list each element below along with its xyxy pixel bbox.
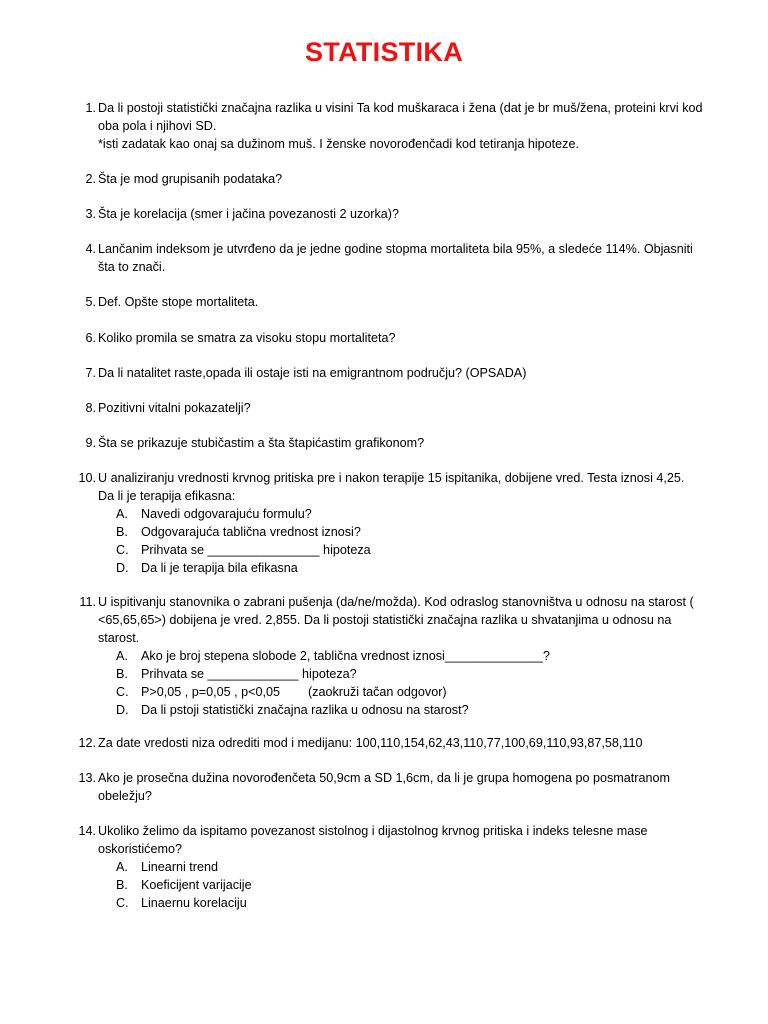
sub-item-text: Ako je broj stepena slobode 2, tablična vrednost iznosi______________? [141,649,550,663]
page-title: STATISTIKA [305,37,463,67]
question-line: U analiziranju vrednosti krvnog pritiska pre i nakon terapije 15 ispitanika, dobijene vred. Testa iznosi 4,25. [98,471,685,485]
question-line: Da li je terapija efikasna: [98,489,236,503]
sub-item-text: Prihvata se _____________ hipoteza? [141,667,357,681]
question-number: 7. [85,366,96,380]
sub-item-letter: D. [116,561,129,575]
sub-item [98,647,748,665]
sub-item-text: Linearni trend [141,860,219,874]
question-number: 10. [78,471,96,485]
sub-item-text: Da li pstoji statistički značajna razlika u odnosu na starost? [141,703,469,717]
question-line: Lančanim indeksom je utvrđeno da je jedne godine stopma mortaliteta bila 95%, a sledeće 114%. Objasniti [98,242,693,256]
question-number: 4. [85,242,96,256]
sub-item-letter: A. [116,507,128,521]
question-line: Za date vredosti niza odrediti mod i medijanu: 100,110,154,62,43,110,77,100,69,110,93,87,58,110 [98,736,643,750]
question-number: 3. [85,207,96,221]
question-text [98,734,748,752]
sub-item-text: Koeficijent varijacije [141,878,252,892]
sub-item-letter: B. [116,667,128,681]
question-line: Def. Opšte stope mortaliteta. [98,295,259,309]
sub-item-text: P>0,05 , p=0,05 , p<0,05 (zaokruži tačan odgovor) [141,685,447,699]
sub-item-letter: D. [116,703,129,717]
question-line: obeležju? [98,789,152,803]
question-line: Ukoliko želimo da ispitamo povezanost sistolnog i dijastolnog krvnog pritiska i indeks telesne mase [98,824,648,838]
sub-item [98,523,748,541]
question-number: 12. [78,736,96,750]
question-text [98,364,748,382]
sub-item [98,876,748,894]
sub-item [98,665,748,683]
question-text [98,240,748,276]
question-number: 6. [85,331,96,345]
question-text [98,434,748,452]
question-number: 14. [78,824,96,838]
question-line: Šta je korelacija (smer i jačina povezanosti 2 uzorka)? [98,207,399,221]
question-line: Koliko promila se smatra za visoku stopu mortaliteta? [98,331,396,345]
question-text [98,99,748,153]
question-line: U ispitivanju stanovnika o zabrani pušenja (da/ne/možda). Kod odraslog stanovništva u odnosu na starost ( [98,595,694,609]
question-line: Da li natalitet raste,opada ili ostaje isti na emigrantnom području? (OPSADA) [98,366,527,380]
sub-item [98,701,748,719]
question-number: 9. [85,436,96,450]
question-line: Da li postoji statistički značajna razlika u visini Ta kod muškaraca i žena (dat je br muš/žena, proteini krvi kod [98,101,703,115]
question-text [98,593,748,719]
sub-item-letter: A. [116,860,128,874]
sub-item [98,858,748,876]
sub-item [98,541,748,559]
question-text [98,469,748,577]
sub-item-text: Linaernu korelaciju [141,896,247,910]
sub-item-text: Prihvata se ________________ hipoteza [141,543,371,557]
question-line: šta to znači. [98,260,166,274]
question-number: 11. [79,595,96,609]
question-number: 2. [85,172,96,186]
question-text [98,399,748,417]
question-number: 5. [85,295,96,309]
question-line: Ako je prosečna dužina novorođenčeta 50,9cm a SD 1,6cm, da li je grupa homogena po posmatranom [98,771,670,785]
question-text [98,769,748,805]
question-line: oba pola i njihovi SD. [98,119,217,133]
sub-item [98,505,748,523]
question-line: Šta je mod grupisanih podataka? [98,172,283,186]
question-text [98,170,748,188]
question-line: starost. [98,631,140,645]
sub-item-letter: C. [116,543,129,557]
question-number: 1. [85,101,96,115]
sub-item [98,894,748,912]
question-line: Šta se prikazuje stubičastim a šta štapićastim grafikonom? [98,436,425,450]
sub-item-letter: B. [116,878,128,892]
question-text [98,329,748,347]
sub-item-letter: C. [116,896,129,910]
question-line: *isti zadatak kao onaj sa dužinom muš. I ženske novorođenčadi kod tetiranja hipoteze. [98,137,579,151]
sub-item-text: Navedi odgovarajuću formulu? [141,507,312,521]
question-line: Pozitivni vitalni pokazatelji? [98,401,251,415]
sub-item-text: Odgovarajuća tablična vrednost iznosi? [141,525,361,539]
question-number: 8. [85,401,96,415]
question-line: oskoristićemo? [98,842,182,856]
sub-item-text: Da li je terapija bila efikasna [141,561,298,575]
sub-item-letter: B. [116,525,128,539]
sub-item-letter: A. [116,649,128,663]
question-text [98,293,748,311]
question-text [98,205,748,223]
sub-item-letter: C. [116,685,129,699]
sub-item [98,559,748,577]
question-number: 13. [78,771,96,785]
question-text [98,822,748,912]
question-line: <65,65,65>) dobijena je vred. 2,855. Da li postoji statistički značajna razlika u shvatanjima u odnosu na [98,613,672,627]
sub-item [98,683,748,701]
